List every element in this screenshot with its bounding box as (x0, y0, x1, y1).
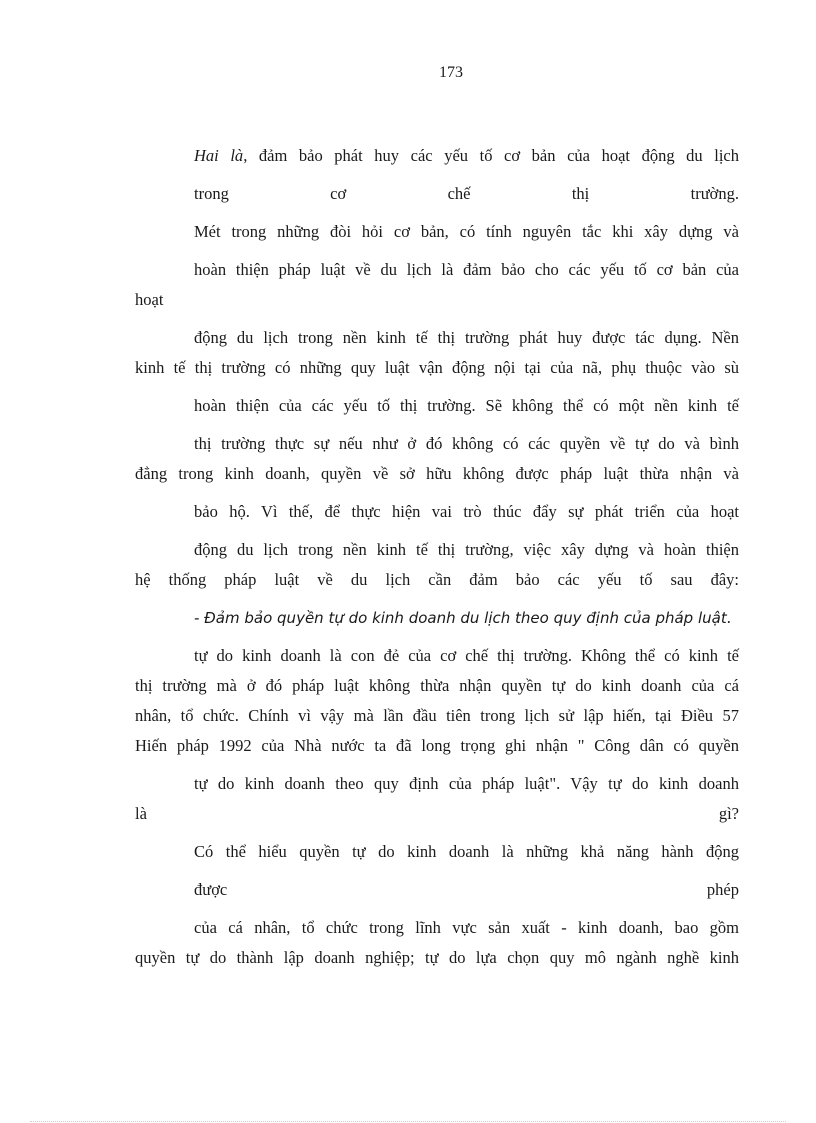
text-run: thị trường mà ở đó pháp luật không thừa nhận quyền tự do kinh doanh của cá (135, 676, 739, 695)
page-number: 173 (439, 64, 463, 81)
text-line (194, 774, 739, 794)
text-run: quyền tự do thành lập doanh nghiệp; tự do lựa chọn quy mô ngành nghề kinh (135, 948, 739, 967)
text-line (135, 676, 739, 696)
text-line (135, 706, 739, 726)
text-run: được phép (194, 880, 739, 899)
text-run: Mét trong những đòi hỏi cơ bản, có tính nguyên tắc khi xây dựng và (194, 222, 739, 241)
text-line (194, 328, 739, 348)
text-line (194, 608, 739, 628)
text-run: đẳng trong kinh doanh, quyền về sở hữu không được pháp luật thừa nhận và (135, 464, 739, 483)
text-run: kinh tế thị trường có những quy luật vận động nội tại của nã, phụ thuộc vào sù (135, 358, 739, 377)
text-line (135, 948, 739, 968)
text-line (135, 290, 739, 310)
text-run: động du lịch trong nền kinh tế thị trường, việc xây dựng và hoàn thiện (194, 540, 739, 559)
page-bottom-rule (30, 1121, 786, 1122)
text-run: là gì? (135, 804, 739, 823)
text-line (194, 842, 739, 862)
text-run: trong cơ chế thị trường. (194, 184, 739, 203)
text-run: hoạt (135, 290, 164, 309)
text-run: động du lịch trong nền kinh tế thị trường phát huy được tác dụng. Nền (194, 328, 739, 347)
text-run: hoàn thiện của các yếu tố thị trường. Sẽ không thể có một nền kinh tế (194, 396, 739, 415)
text-line (135, 804, 739, 824)
text-line (194, 880, 739, 900)
text-run: hoàn thiện pháp luật về du lịch là đảm bảo cho các yếu tố cơ bản của (194, 260, 739, 279)
text-line (135, 358, 739, 378)
text-run: nhân, tổ chức. Chính vì vậy mà lần đầu tiên trong lịch sử lập hiến, tại Điều 57 (135, 706, 739, 725)
text-run: Hiến pháp 1992 của Nhà nước ta đã long trọng ghi nhận " Công dân có quyền (135, 736, 739, 755)
text-run: . (726, 608, 731, 627)
text-line (194, 434, 739, 454)
text-run: bảo hộ. Vì thế, để thực hiện vai trò thúc đẩy sự phát triển của hoạt (194, 502, 739, 521)
text-line (194, 396, 739, 416)
text-run-italic: - Đảm bảo quyền tự do kinh doanh du lịch theo quy định của pháp luật (194, 609, 727, 627)
text-line (194, 540, 739, 560)
text-line (135, 570, 739, 590)
text-run: thị trường thực sự nếu như ở đó không có các quyền về tự do và bình (194, 434, 739, 453)
text-run: của cá nhân, tổ chức trong lĩnh vực sản xuất - kinh doanh, bao gồm (194, 918, 739, 937)
text-run: tự do kinh doanh theo quy định của pháp luật". Vậy tự do kinh doanh (194, 774, 739, 793)
text-line (194, 502, 739, 522)
text-run-italic: Hai là (194, 146, 244, 165)
text-run: , đảm bảo phát huy các yếu tố cơ bản của hoạt động du lịch (243, 146, 740, 165)
text-line (135, 464, 739, 484)
text-line (135, 736, 739, 756)
text-line (194, 646, 739, 666)
text-run: Có thể hiểu quyền tự do kinh doanh là những khả năng hành động (194, 842, 739, 861)
text-line (194, 918, 739, 938)
text-line (194, 222, 739, 242)
text-line (194, 146, 739, 166)
text-line (194, 184, 739, 204)
text-line (194, 260, 739, 280)
text-run: hệ thống pháp luật về du lịch cần đảm bảo các yếu tố sau đây: (135, 570, 739, 589)
text-run: tự do kinh doanh là con đẻ của cơ chế thị trường. Không thể có kinh tế (194, 646, 739, 665)
